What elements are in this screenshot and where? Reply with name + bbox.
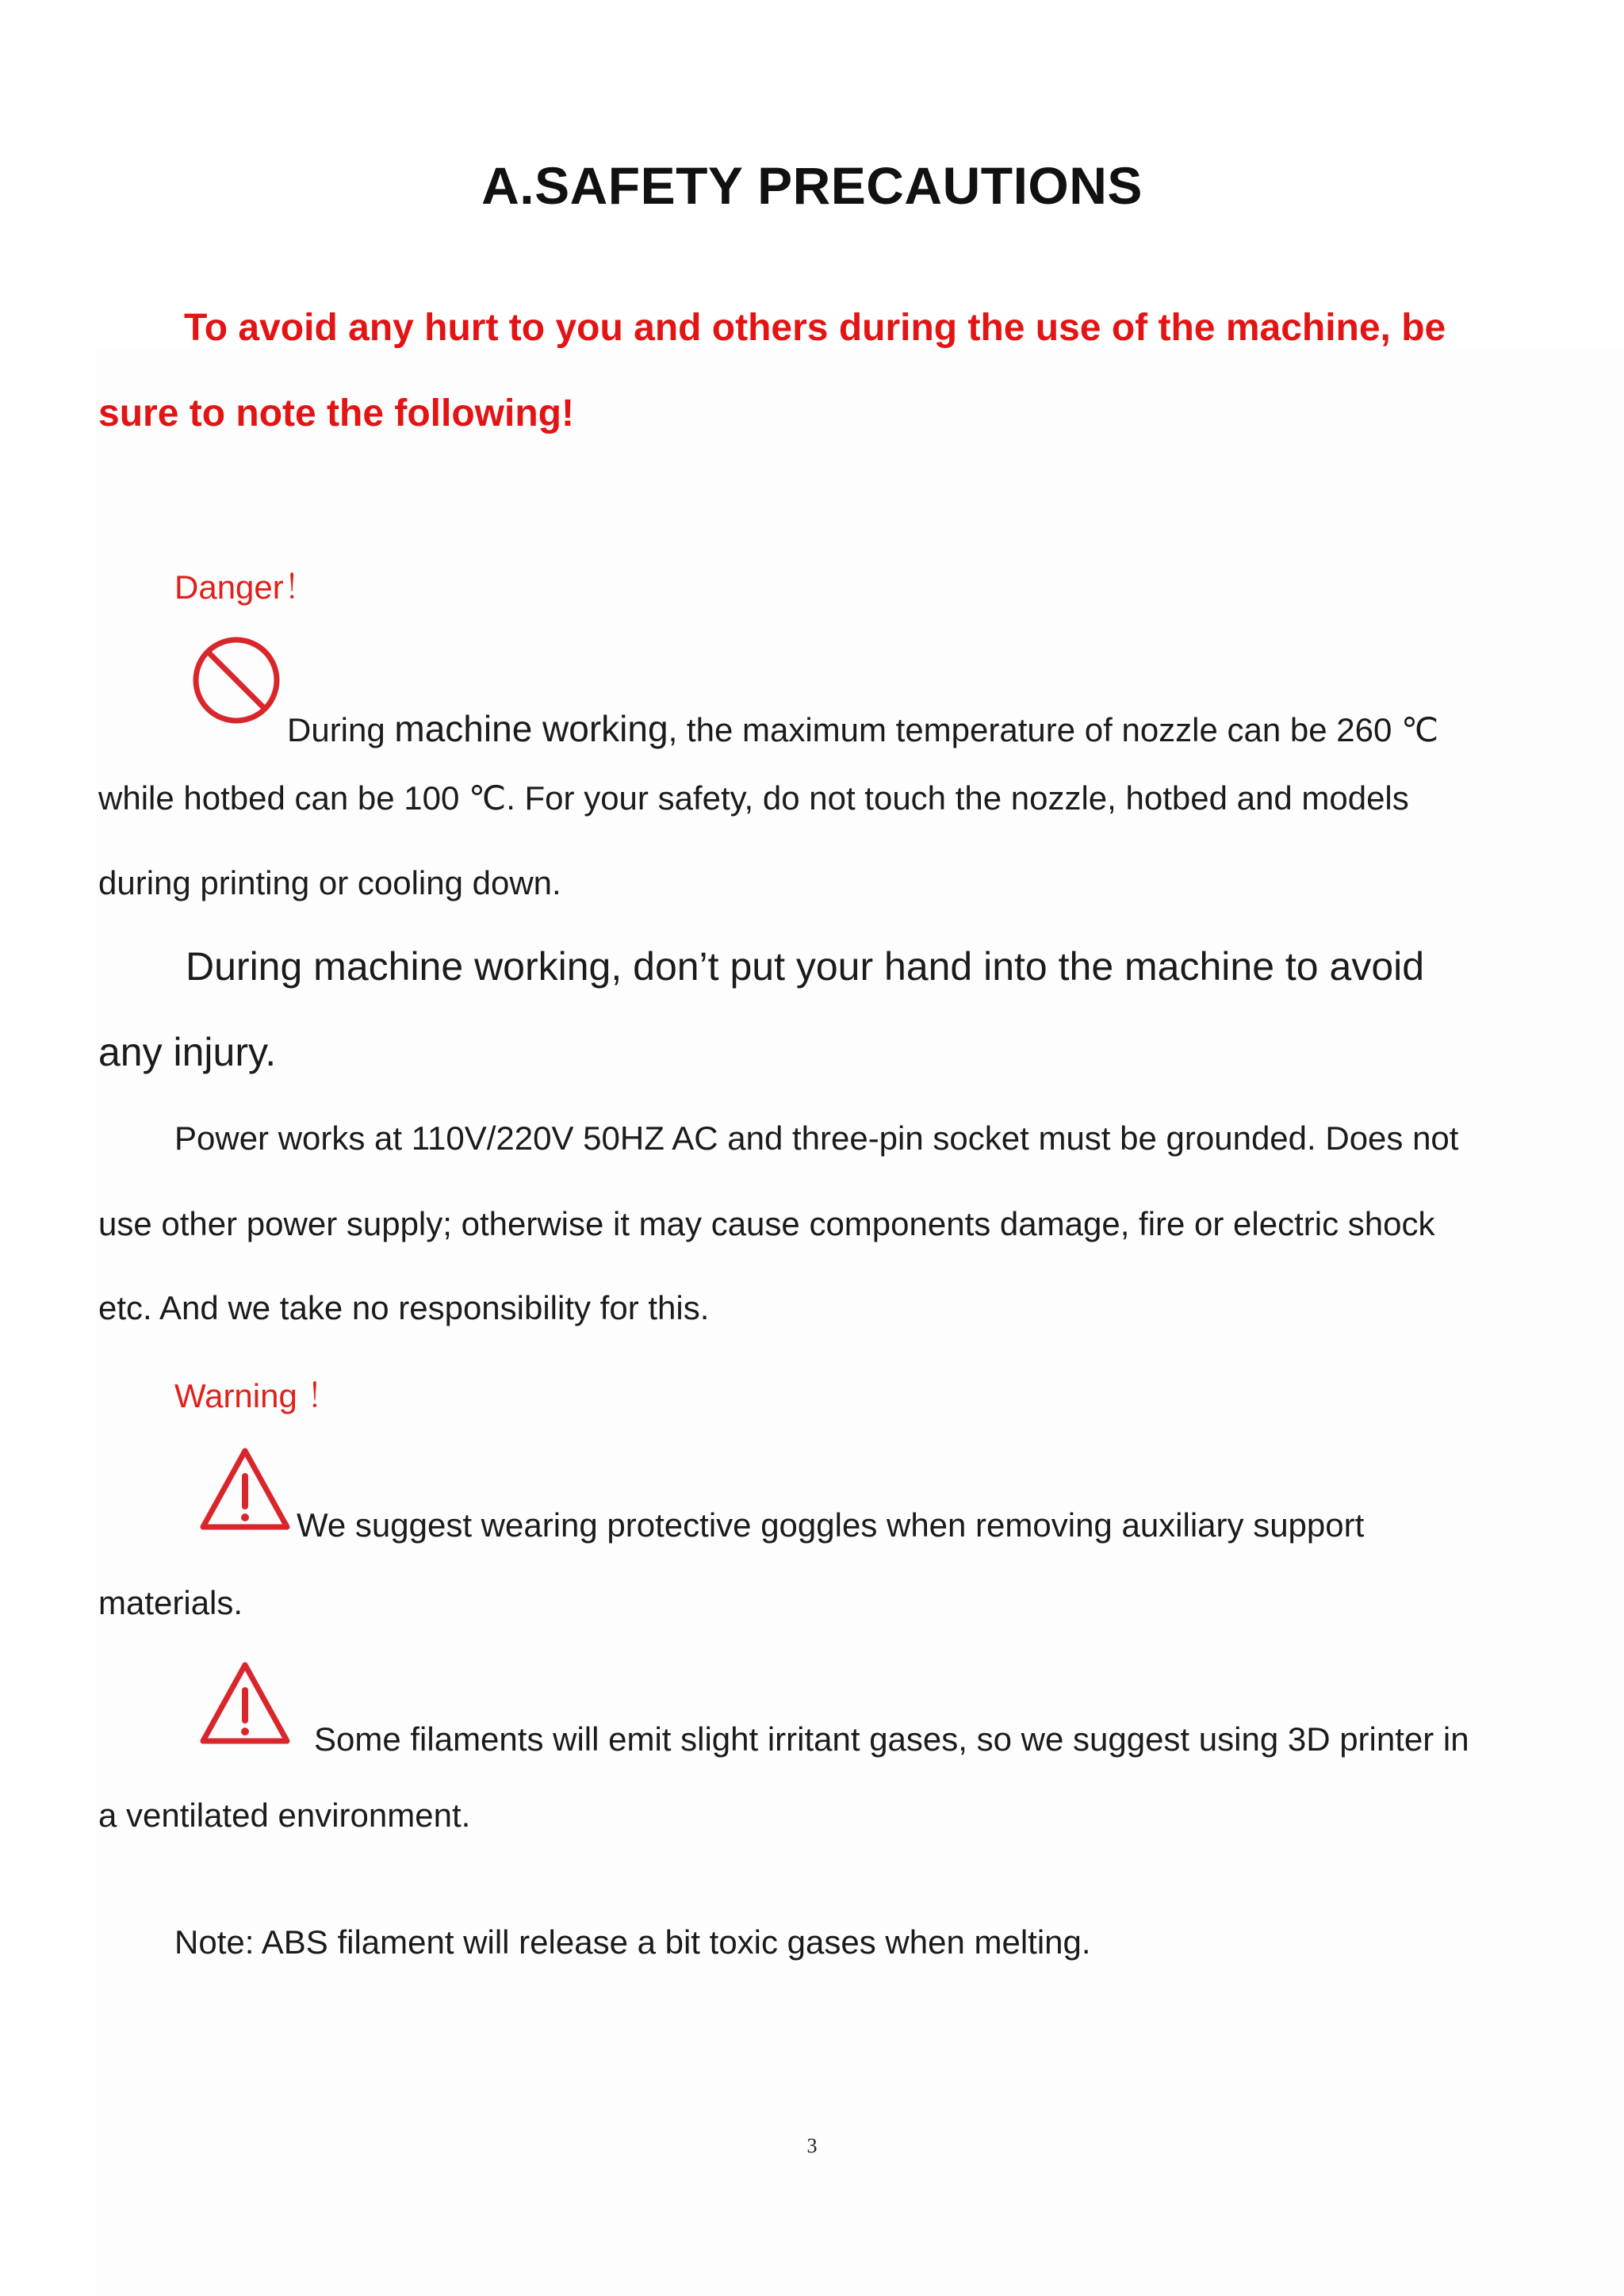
danger-paragraph-1-line-3: during printing or cooling down. [98, 864, 561, 901]
intro-line-2: sure to note the following! [98, 392, 574, 434]
danger-paragraph-1-prefix: During [287, 711, 395, 748]
danger-paragraph-3-line-2: use other power supply; otherwise it may cause components damage, fire or electric shock [98, 1205, 1435, 1242]
warning-item-2-line-2: a ventilated environment. [98, 1797, 471, 1834]
danger-paragraph-2-line-2: any injury. [98, 1030, 277, 1074]
danger-paragraph-1-suffix: , the maximum temperature of nozzle can be 260 ℃ [668, 711, 1439, 748]
warning-triangle-icon [197, 1659, 293, 1747]
prohibition-icon [190, 634, 285, 728]
danger-label: Danger！ [174, 568, 317, 606]
warning-item-1-line-1: We suggest wearing protective goggles when removing auxiliary support [297, 1506, 1365, 1544]
warning-triangle-icon [197, 1445, 293, 1533]
page-number: 3 [806, 2134, 818, 2157]
abs-note: Note: ABS filament will release a bit toxic gases when melting. [174, 1923, 1091, 1961]
page-title: A.SAFETY PRECAUTIONS [481, 156, 1143, 215]
warning-item-1-line-2: materials. [98, 1584, 243, 1621]
warning-item-2-line-1: Some filaments will emit slight irritant gases, so we suggest using 3D printer in [314, 1720, 1469, 1758]
warning-label: Warning ！ [174, 1377, 340, 1414]
intro-line-1: To avoid any hurt to you and others during the use of the machine, be [184, 307, 1446, 349]
danger-paragraph-2-line-1: During machine working, don’t put your hand into the machine to avoid [186, 944, 1425, 989]
danger-paragraph-1-line-2: while hotbed can be 100 ℃. For your safety, do not touch the nozzle, hotbed and models [98, 779, 1409, 817]
danger-paragraph-1-emphasis: machine working [394, 708, 668, 749]
danger-paragraph-3-line-3: etc. And we take no responsibility for this. [98, 1289, 710, 1326]
danger-paragraph-1-line-1 [287, 707, 1438, 750]
danger-paragraph-3-line-1: Power works at 110V/220V 50HZ AC and three-pin socket must be grounded. Does not [174, 1119, 1459, 1157]
